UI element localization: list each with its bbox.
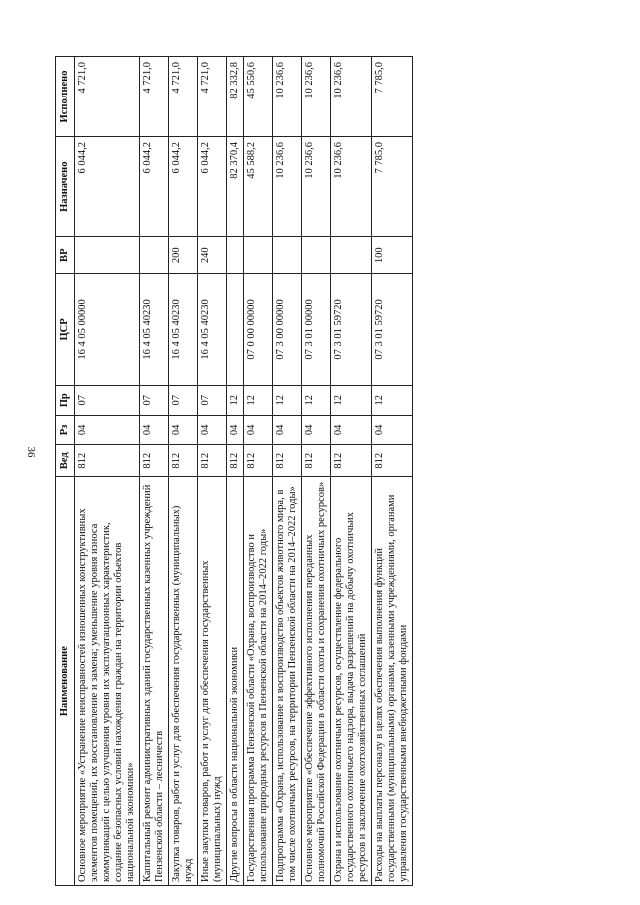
- row-csr: 16 4 05 00000: [75, 273, 140, 385]
- row-vr: [140, 237, 169, 274]
- row-ispolneno: 7 785,0: [372, 57, 413, 137]
- row-pr: 07: [140, 385, 169, 415]
- table-row: [198, 57, 227, 886]
- row-naznacheno: 6 044,2: [140, 136, 169, 236]
- row-ved: 812: [273, 445, 302, 477]
- row-rz: 04: [302, 415, 331, 445]
- row-ispolneno: 10 236,6: [331, 57, 372, 137]
- row-vr: [302, 237, 331, 274]
- row-pr: 12: [244, 385, 273, 415]
- rotated-page: [55, 56, 585, 886]
- row-ispolneno: 4 721,0: [75, 57, 140, 137]
- row-pr: 07: [75, 385, 140, 415]
- table-row: [227, 57, 244, 886]
- row-rz: 04: [227, 415, 244, 445]
- row-rz: 04: [244, 415, 273, 445]
- row-ved: 812: [302, 445, 331, 477]
- row-vr: 100: [372, 237, 413, 274]
- row-vr: 200: [169, 237, 198, 274]
- row-csr: [227, 273, 244, 385]
- row-csr: 16 4 05 40230: [140, 273, 169, 385]
- budget-table: [55, 56, 413, 886]
- row-name: Расходы на выплаты персоналу в целях обеспечения выполнения функций государственными (муниципальными) органами, казенными учреждениями, органами управления государственными внебюджетными фондами: [372, 477, 413, 886]
- row-name: Основное мероприятие «Устранение неисправностей изношенных конструктивных элементов помещений, их восстановление и замена; уменьшение уровня износа коммуникаций с целью улучшения уровня их эксплуатационных характеристик, создание безопасных условий нахождения граждан на территории объектов национальной экономики»: [75, 477, 140, 886]
- row-csr: 07 3 01 59720: [372, 273, 413, 385]
- row-rz: 04: [331, 415, 372, 445]
- row-ved: 812: [169, 445, 198, 477]
- header-rz: Рз: [56, 415, 75, 445]
- row-naznacheno: 10 236,6: [331, 136, 372, 236]
- table-row: [169, 57, 198, 886]
- row-ispolneno: 4 721,0: [169, 57, 198, 137]
- row-pr: 12: [227, 385, 244, 415]
- row-pr: 12: [273, 385, 302, 415]
- row-vr: 240: [198, 237, 227, 274]
- header-naznacheno: Назначено: [56, 136, 75, 236]
- row-name: Иные закупки товаров, работ и услуг для обеспечения государственных (муниципальных) нужд: [198, 477, 227, 886]
- row-ved: 812: [372, 445, 413, 477]
- row-ved: 812: [140, 445, 169, 477]
- row-naznacheno: 6 044,2: [198, 136, 227, 236]
- table-row: [372, 57, 413, 886]
- table-row: [331, 57, 372, 886]
- row-vr: [244, 237, 273, 274]
- row-csr: 07 3 01 59720: [331, 273, 372, 385]
- row-rz: 04: [198, 415, 227, 445]
- row-vr: [227, 237, 244, 274]
- table-row: [244, 57, 273, 886]
- row-ispolneno: 82 332,8: [227, 57, 244, 137]
- row-rz: 04: [372, 415, 413, 445]
- row-naznacheno: 6 044,2: [75, 136, 140, 236]
- row-rz: 04: [140, 415, 169, 445]
- page-number: 36: [25, 446, 37, 458]
- header-name: Наименование: [56, 477, 75, 886]
- row-ved: 812: [244, 445, 273, 477]
- row-csr: 16 4 05 40230: [169, 273, 198, 385]
- table-header-row: [56, 57, 75, 886]
- table-row: [302, 57, 331, 886]
- row-naznacheno: 10 236,6: [273, 136, 302, 236]
- row-name: Подпрограмма «Охрана, использование и воспроизводство объектов животного мира, в том числе охотничьих ресурсов, на территории Пензенской области на 2014–2022 годы»: [273, 477, 302, 886]
- row-ved: 812: [75, 445, 140, 477]
- row-name: Государственная программа Пензенской области «Охрана, воспроизводство и использование природных ресурсов в Пензенской области на 2014–2022 годы»: [244, 477, 273, 886]
- row-rz: 04: [75, 415, 140, 445]
- row-rz: 04: [169, 415, 198, 445]
- row-ved: 812: [198, 445, 227, 477]
- table-row: [140, 57, 169, 886]
- header-vr: ВР: [56, 237, 75, 274]
- row-vr: [331, 237, 372, 274]
- row-pr: 12: [331, 385, 372, 415]
- row-name: Охрана и использование охотничьих ресурсов, осуществление федерального государственного охотничьего надзора, выдача разрешений на добычу охотничьих ресурсов и заключение охотхозяйственных соглашений: [331, 477, 372, 886]
- row-vr: [273, 237, 302, 274]
- row-pr: 07: [198, 385, 227, 415]
- row-naznacheno: 6 044,2: [169, 136, 198, 236]
- row-rz: 04: [273, 415, 302, 445]
- row-ispolneno: 4 721,0: [198, 57, 227, 137]
- row-pr: 07: [169, 385, 198, 415]
- row-ispolneno: 10 236,6: [273, 57, 302, 137]
- row-name: Другие вопросы в области национальной экономики: [227, 477, 244, 886]
- row-name: Основное мероприятие «Обеспечение эффективного исполнения переданных полномочий Российской Федерации в области охоты и сохранения охотничьих ресурсов»: [302, 477, 331, 886]
- row-ispolneno: 10 236,6: [302, 57, 331, 137]
- row-name: Капитальный ремонт административных зданий государственных казенных учреждений Пензенской области – лесничеств: [140, 477, 169, 886]
- row-ispolneno: 45 550,6: [244, 57, 273, 137]
- row-csr: 07 3 01 00000: [302, 273, 331, 385]
- row-ispolneno: 4 721,0: [140, 57, 169, 137]
- row-csr: 07 0 00 00000: [244, 273, 273, 385]
- header-ved: Вед: [56, 445, 75, 477]
- row-vr: [75, 237, 140, 274]
- row-name: Закупка товаров, работ и услуг для обеспечения государственных (муниципальных) нужд: [169, 477, 198, 886]
- row-naznacheno: 45 588,2: [244, 136, 273, 236]
- row-naznacheno: 10 236,6: [302, 136, 331, 236]
- row-naznacheno: 82 370,4: [227, 136, 244, 236]
- row-ved: 812: [331, 445, 372, 477]
- header-ispolneno: Исполнено: [56, 57, 75, 137]
- row-csr: 16 4 05 40230: [198, 273, 227, 385]
- row-csr: 07 3 00 00000: [273, 273, 302, 385]
- header-pr: Пр: [56, 385, 75, 415]
- row-naznacheno: 7 785,0: [372, 136, 413, 236]
- row-pr: 12: [302, 385, 331, 415]
- table-row: [75, 57, 140, 886]
- table-row: [273, 57, 302, 886]
- row-pr: 12: [372, 385, 413, 415]
- row-ved: 812: [227, 445, 244, 477]
- header-csr: ЦСР: [56, 273, 75, 385]
